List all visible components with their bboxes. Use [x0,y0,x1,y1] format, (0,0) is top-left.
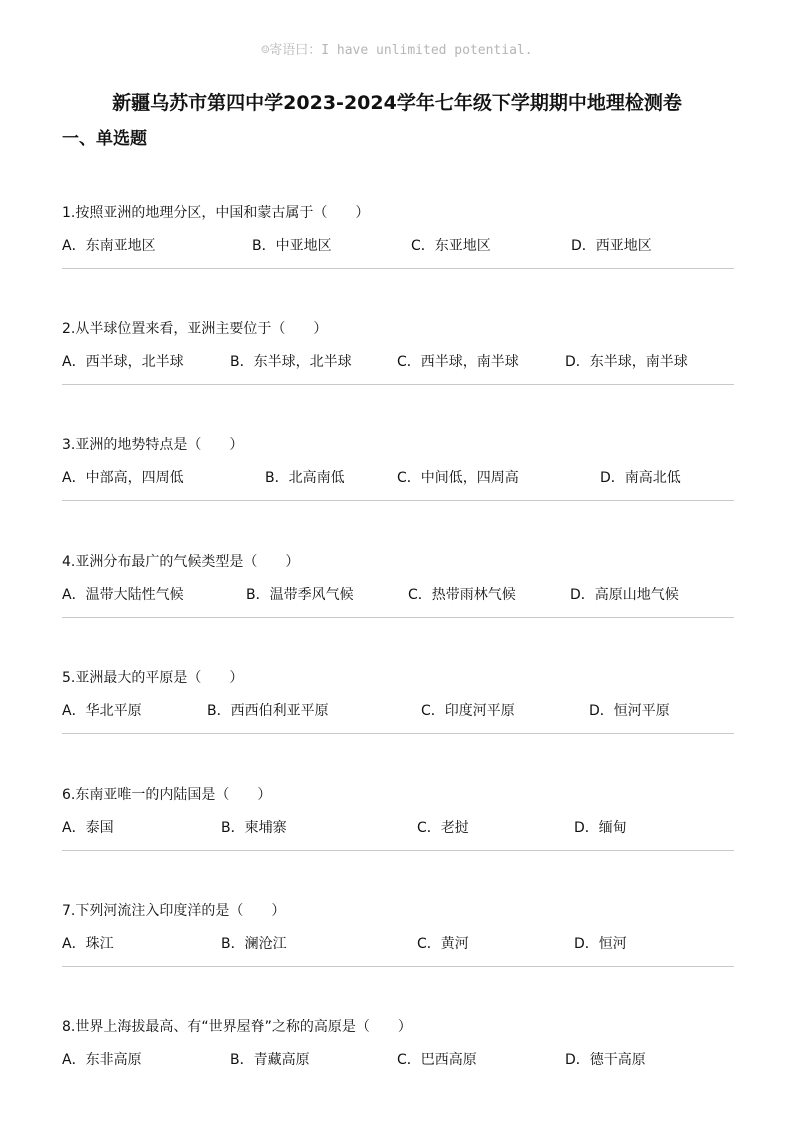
option-c[interactable]: C．老挝 [417,820,469,836]
option-c[interactable]: C．巴西高原 [397,1052,477,1068]
option-a[interactable]: A．东非高原 [62,1052,142,1068]
question-stem: 6.东南亚唯一的内陆国是（ ） [62,787,272,803]
option-c[interactable]: C．印度河平原 [421,703,515,719]
option-c[interactable]: C．东亚地区 [411,238,491,254]
option-a[interactable]: A．泰国 [62,820,114,836]
option-b[interactable]: B．澜沧江 [221,936,287,952]
question-stem: 1.按照亚洲的地理分区，中国和蒙古属于（ ） [62,205,370,221]
option-d[interactable]: D．德干高原 [565,1052,646,1068]
question-stem: 4.亚洲分布最广的气候类型是（ ） [62,554,300,570]
page-title: 新疆乌苏市第四中学2023-2024学年七年级下学期期中地理检测卷 [112,92,682,114]
option-b[interactable]: B．中亚地区 [252,238,332,254]
option-c[interactable]: C．中间低，四周高 [397,470,519,486]
option-b[interactable]: B．西西伯利亚平原 [207,703,329,719]
divider [62,850,734,851]
option-d[interactable]: D．恒河平原 [589,703,670,719]
question-stem: 2.从半球位置来看，亚洲主要位于（ ） [62,321,328,337]
option-b[interactable]: B．青藏高原 [230,1052,310,1068]
option-d[interactable]: D．缅甸 [574,820,627,836]
page-motto: ☺寄语曰：I have unlimited potential. [261,43,533,58]
option-a[interactable]: A．中部高，四周低 [62,470,184,486]
option-c[interactable]: C．热带雨林气候 [408,587,516,603]
option-b[interactable]: B．东半球，北半球 [230,354,352,370]
option-d[interactable]: D．恒河 [574,936,627,952]
question-stem: 5.亚洲最大的平原是（ ） [62,670,244,686]
question-stem: 3.亚洲的地势特点是（ ） [62,437,244,453]
option-c[interactable]: C．西半球，南半球 [397,354,519,370]
divider [62,617,734,618]
divider [62,268,734,269]
option-a[interactable]: A．东南亚地区 [62,238,156,254]
option-d[interactable]: D．西亚地区 [571,238,652,254]
divider [62,733,734,734]
option-d[interactable]: D．东半球，南半球 [565,354,688,370]
option-b[interactable]: B．柬埔寨 [221,820,287,836]
option-c[interactable]: C．黄河 [417,936,469,952]
section-heading: 一、单选题 [62,129,147,149]
divider [62,384,734,385]
question-stem: 7.下列河流注入印度洋的是（ ） [62,903,286,919]
option-b[interactable]: B．温带季风气候 [246,587,354,603]
divider [62,500,734,501]
option-a[interactable]: A．温带大陆性气候 [62,587,184,603]
question-stem: 8.世界上海拔最高、有“世界屋脊”之称的高原是（ ） [62,1019,412,1035]
option-a[interactable]: A．西半球，北半球 [62,354,184,370]
divider [62,966,734,967]
option-b[interactable]: B．北高南低 [265,470,345,486]
option-a[interactable]: A．华北平原 [62,703,142,719]
option-d[interactable]: D．高原山地气候 [570,587,679,603]
option-d[interactable]: D．南高北低 [600,470,681,486]
option-a[interactable]: A．珠江 [62,936,114,952]
